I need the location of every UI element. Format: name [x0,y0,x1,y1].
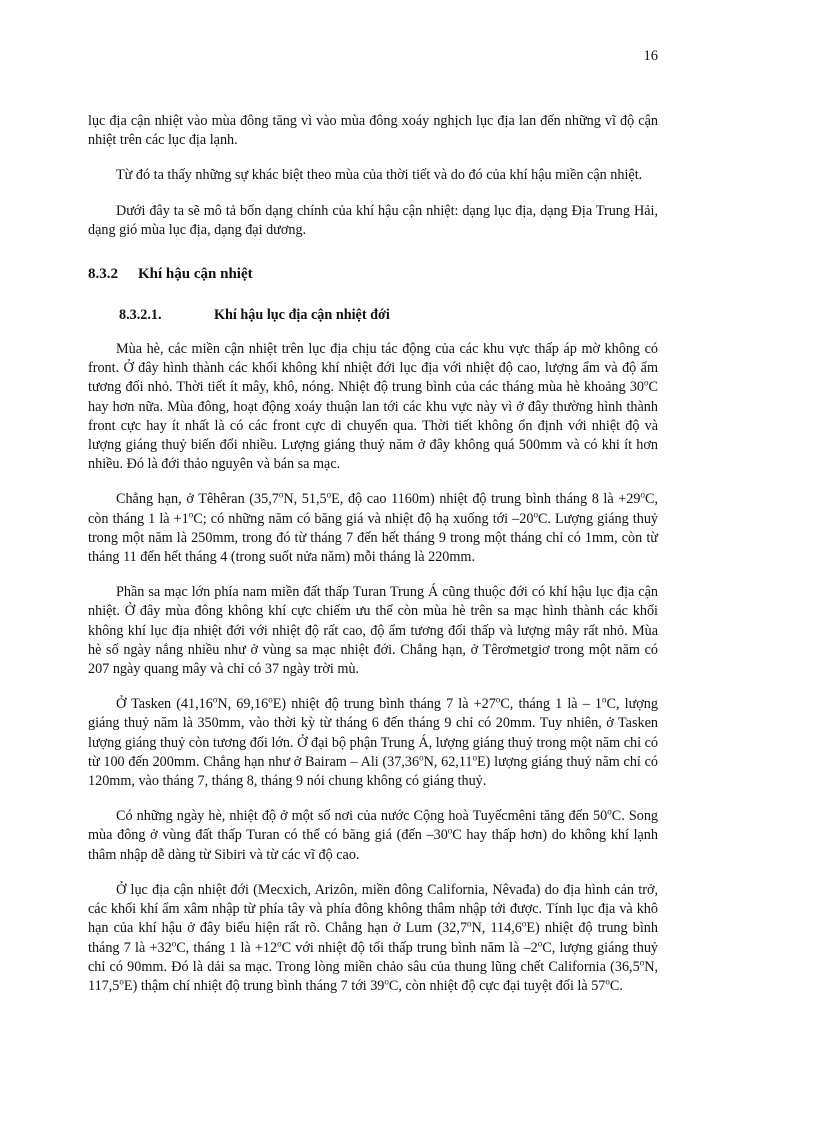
paragraph-body-2: Chẳng hạn, ở Têhêran (35,7$^o$N, 51,5$^o$E, độ cao 1160m) nhiệt độ trung bình tháng 8 là $+29^oC$, còn tháng 1 là $+1^oC$; có những năm có băng giá và nhiệt độ hạ xuống tới –20$^o$C. Lượng giáng thuỷ trong một năm là 250mm, trong đó từ tháng 7 đến hết tháng 9 trong một tháng chỉ có 1mm, còn từ tháng 11 đến hết tháng 4 (trong suốt nửa năm) mỗi tháng là 220mm. [88,489,659,566]
paragraph-body-6: Ở lục địa cận nhiệt đới (Mecxich, Arizôn, miền đông California, Nêvađa) do địa hình cản trở, các khối khí ẩm xâm nhập từ phía tây và phía đông không thâm nhập tới được. Tính lục địa và khô hạn của khí hậu ở đây biểu hiện rất rõ. Chẳng hạn ở Lum (32,7$^o$N, 114,6$^o$E) nhiệt độ trung bình tháng 7 là $+32^oC$, tháng 1 là $+12^oC$ với nhiệt độ tối thấp trung bình năm là –2$^o$C, lượng giáng thuỷ chỉ có 90mm. Đó là dải sa mạc. Trong lòng miền chảo sâu của thung lũng chết California (36,5$^o$N, 117,5$^o$E) thậm chí nhiệt độ trung bình tháng 7 tới 39$^o$C, còn nhiệt độ cực đại tuyệt đối là 57$^o$C. [88,881,659,994]
section-heading [88,266,658,283]
subsection-title: Khí hậu lục địa cận nhiệt đới [214,307,390,324]
document-body [88,112,658,1012]
section-number: 8.3.2 [88,266,118,283]
paragraph-intro-3: Dưới đây ta sẽ mô tả bốn dạng chính của khí hậu cận nhiệt: dạng lục địa, dạng Địa Trung Hải, dạng gió mùa lục địa, dạng đại dương. [88,202,658,238]
subsection-heading [119,307,658,324]
paragraph-body-4: Ở Tasken (41,16$^o$N, 69,16$^o$E) nhiệt độ trung bình tháng 7 là $+27^oC$, tháng 1 là – 1$^o$C, lượng giáng thuỷ năm là 350mm, vào thời kỳ từ tháng 6 đến tháng 9 chỉ có 20mm. Tuy nhiên, ở Tasken lượng giáng thuỷ còn tương đối lớn. Ở đại bộ phận Trung Á, lượng giáng thuỷ trong một năm chỉ có từ 100 đến 200mm. Chẳng hạn như ở Bairam – Ali (37,36$^o$N, 62,11$^o$E) lượng giáng thuỷ năm chỉ có 120mm, vào tháng 7, tháng 8, tháng 9 nói chung không có giáng thuỷ. [88,694,658,790]
paragraph-body-3: Phần sa mạc lớn phía nam miền đất thấp Turan Trung Á cũng thuộc đới có khí hậu lục địa cận nhiệt. Ở đây mùa đông không khí cực chiếm ưu thế còn mùa hè trên sa mạc hình thành các khối không khí lục địa nhiệt đới với nhiệt độ rất cao, độ ẩm tương đối thấp và lượng mây rất nhỏ. Mùa hè số ngày nắng nhiều như ở vùng sa mạc nhiệt đới. Chẳng hạn, ở Têrơmetgiơ trong một năm có 207 ngày quang mây và chỉ có 37 ngày trời mù. [88,584,658,678]
paragraph-intro-2: Từ đó ta thấy những sự khác biệt theo mùa của thời tiết và do đó của khí hậu miền cận nhiệt. [116,167,643,184]
page-number: 16 [643,48,658,64]
paragraph-body-5: Có những ngày hè, nhiệt độ ở một số nơi của nước Cộng hoà Tuyếcmêni tăng đến 50$^o$C. Song mùa đông ở vùng đất thấp Turan có thể có băng giá (đến –30$^o$C hay thấp hơn) do không khí lạnh thâm nhập dễ dàng từ Sibiri và từ các vĩ độ cao. [88,806,659,863]
section-title: Khí hậu cận nhiệt [138,266,253,283]
subsection-number: 8.3.2.1. [119,307,162,324]
paragraph-intro-1: lục địa cận nhiệt vào mùa đông tăng vì vào mùa đông xoáy nghịch lục địa lan đến những vĩ độ cận nhiệt trên các lục địa lạnh. [88,113,658,149]
paragraph-body-1: Mùa hè, các miền cận nhiệt trên lục địa chịu tác động của các khu vực thấp áp mờ không có front. Ở đây hình thành các khối không khí nhiệt đới lục địa với nhiệt độ cao, lượng ẩm và độ ẩm tương đối nhỏ. Thời tiết ít mây, khô, nóng. Nhiệt độ trung bình của các tháng mùa hè khoảng 30$^o$C hay hơn nữa. Mùa đông, hoạt động xoáy thuận lan tới các khu vực này vì ở đây thường hình thành front cực hay ít nhất là có các front cực di chuyển qua. Thời tiết không ổn định với nhiệt độ và lượng giáng thuỷ biến đổi nhiều. Lượng giáng thuỷ năm ở đây không quá 500mm và có khi ít hơn nhiều. Đó là đới thảo nguyên và bán sa mạc. [88,341,658,473]
